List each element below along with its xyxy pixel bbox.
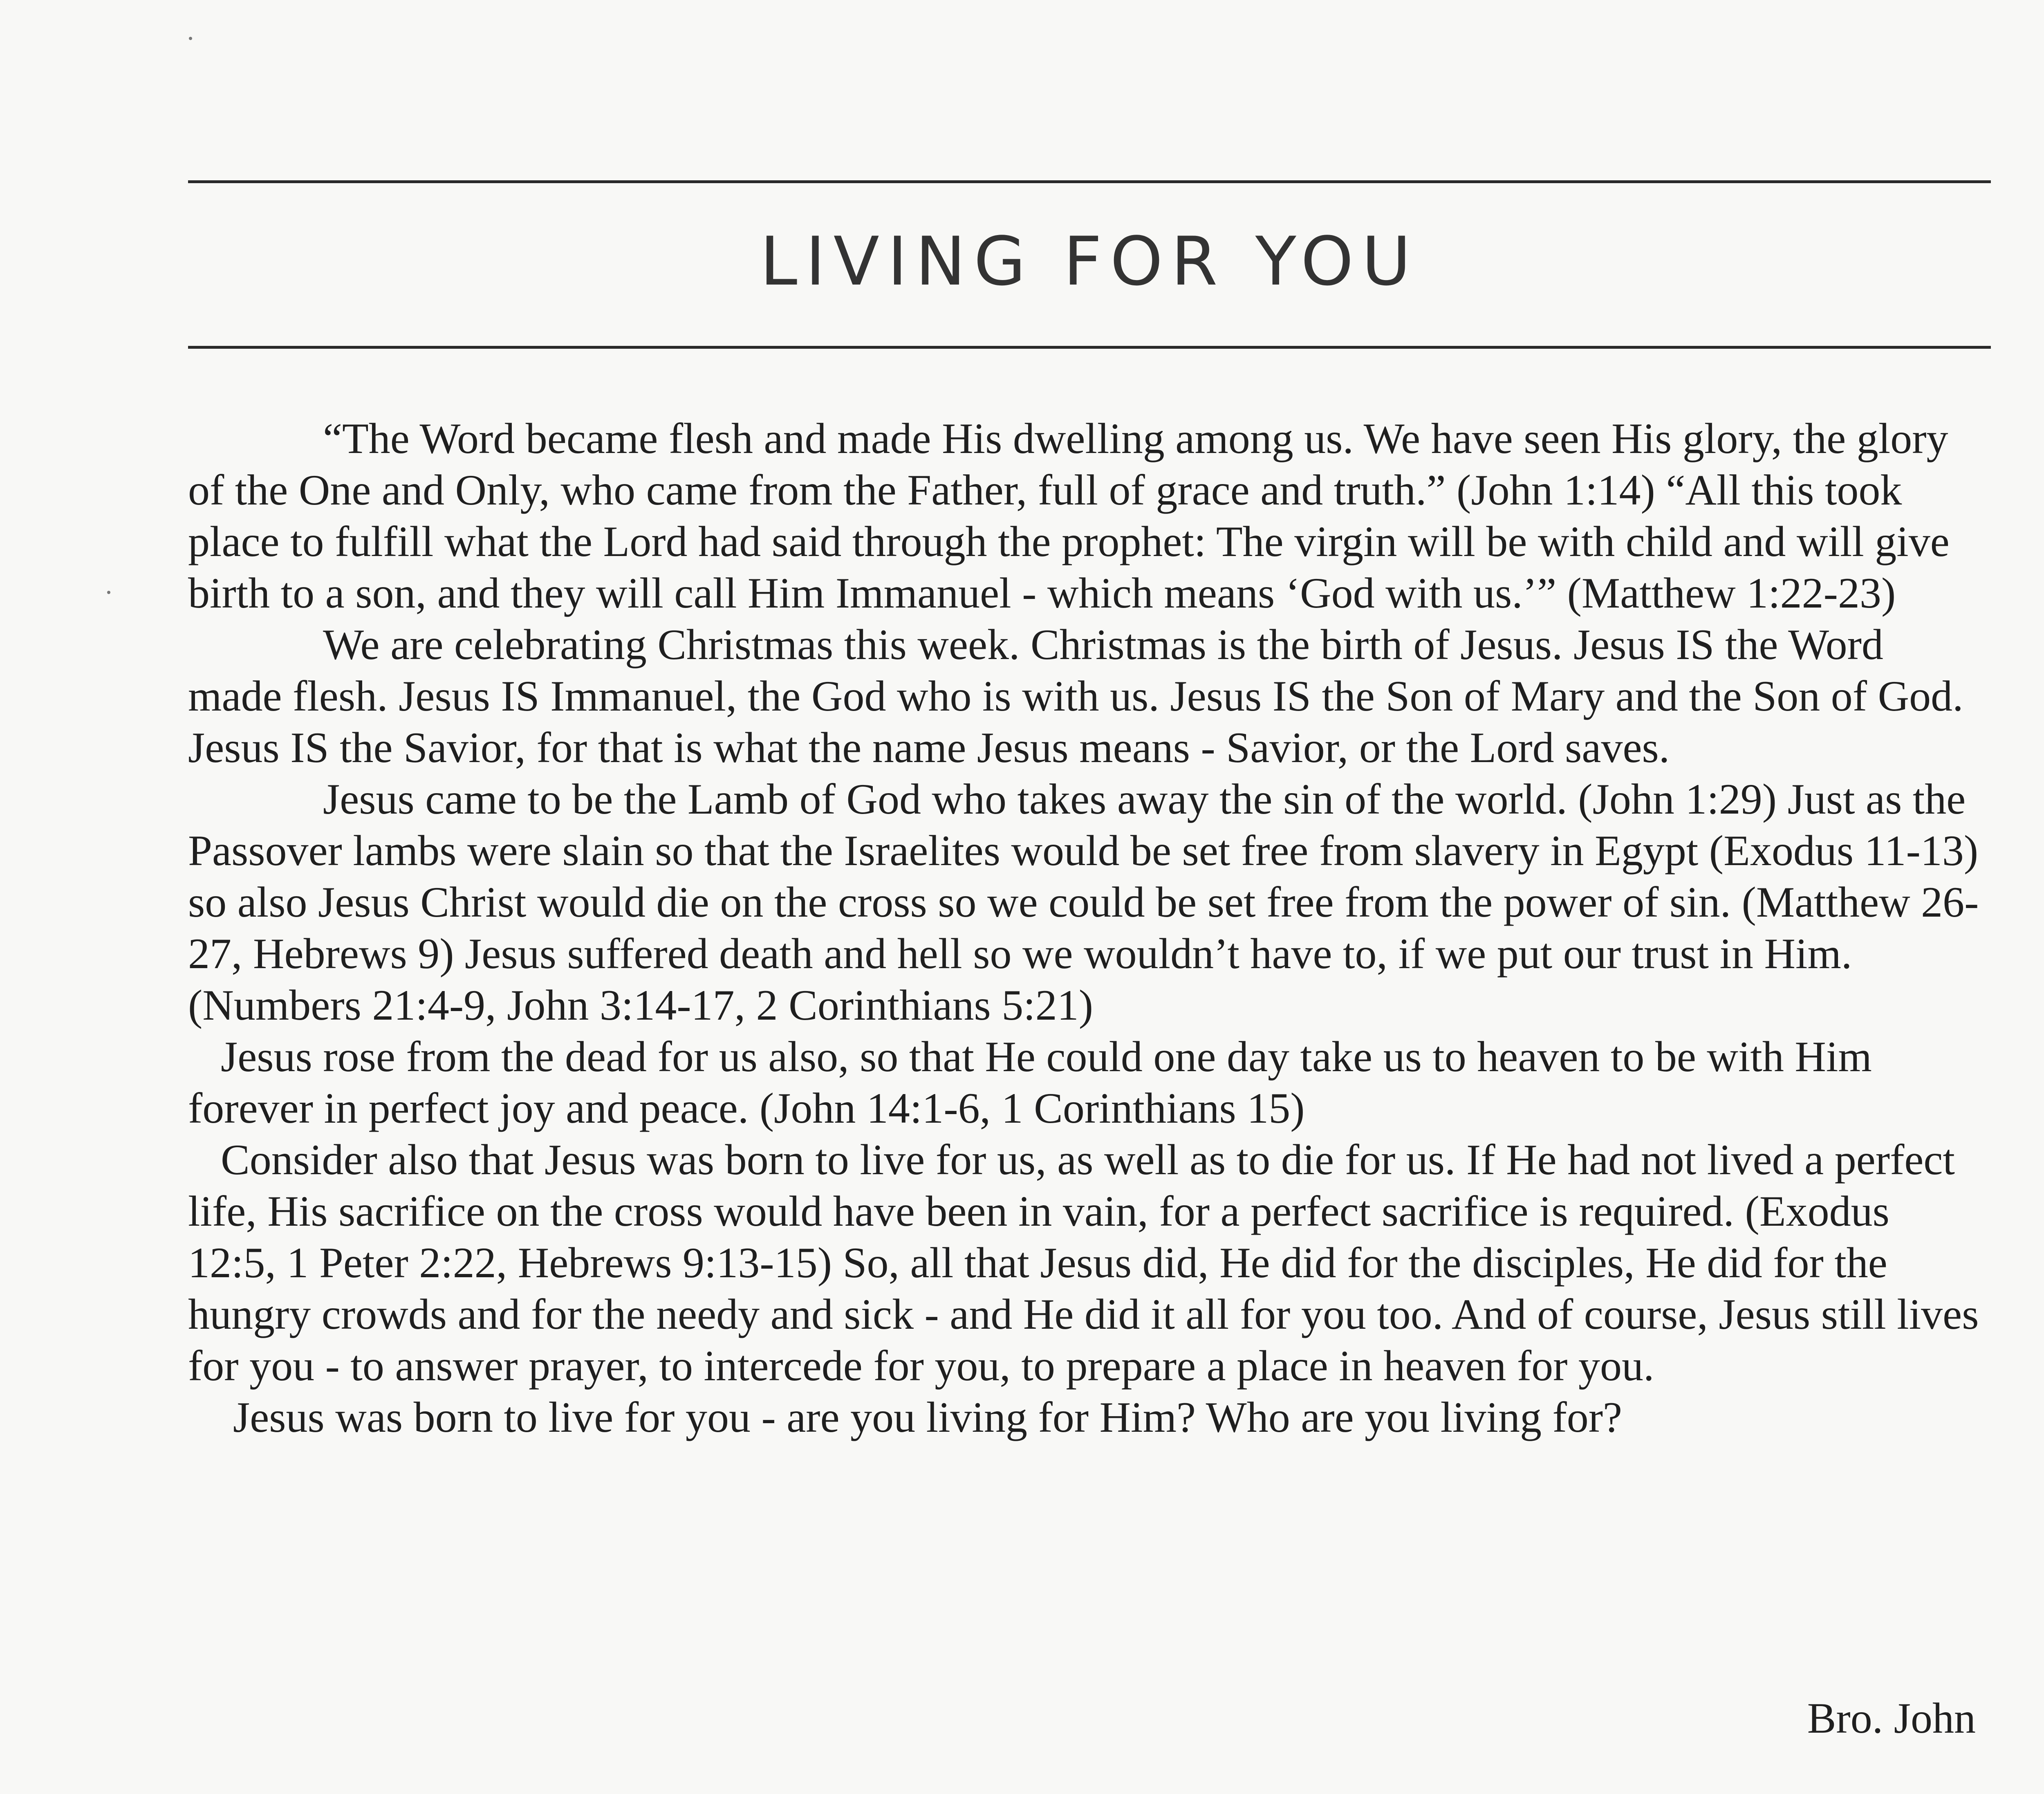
paragraph-closing-question: Jesus was born to live for you - are you living for Him? Who are you living for?: [233, 1393, 1623, 1441]
paragraph-scripture: “The Word became flesh and made His dwelling among us. We have seen His glory, the glory of the One and Only, who came from the Father, full of grace and truth.” (John 1:14) “All this took place to fulfill what the Lord had said through the prophet: The virgin will be with child and will give birth to a son, and they will call Him Immanuel - which means ‘God with us.’” (Matthew 1:22-23): [188, 415, 1950, 617]
scan-speck: [107, 591, 110, 594]
article-body: [188, 413, 1987, 1443]
scan-speck: [189, 37, 192, 40]
paragraph-consider: Consider also that Jesus was born to live for us, as well as to die for us. If He had not lived a perfect life, His sacrifice on the cross would have been in vain, for a perfect sacrifice is required. (Exodus 12:5, 1 Peter 2:22, Hebrews 9:13-15) So, all that Jesus did, He did for the disciples, He did for the hungry crowds and for the needy and sick - and He did it all for you too. And of course, Jesus still lives for you - to answer prayer, to intercede for you, to prepare a place in heaven for you.: [188, 1136, 1979, 1390]
title-top-rule: [188, 180, 1991, 183]
paragraph-lamb-of-god: Jesus came to be the Lamb of God who takes away the sin of the world. (John 1:29) Just as the Passover lambs were slain so that the Israelites would be set free from slavery in Egypt (Exodus 11-13) so also Jesus Christ would die on the cross so we could be set free from the power of sin. (Matthew 26-27, Hebrews 9) Jesus suffered death and hell so we wouldn’t have to, if we put our trust in Him. (Numbers 21:4-9, John 3:14-17, 2 Corinthians 5:21): [188, 775, 1979, 1029]
title-bottom-rule: [188, 346, 1991, 349]
page-title: LIVING FOR YOU: [760, 222, 1419, 300]
paragraph-resurrection: Jesus rose from the dead for us also, so that He could one day take us to heaven to be with Him forever in perfect joy and peace. (John 14:1-6, 1 Corinthians 15): [188, 1033, 1872, 1132]
paragraph-christmas: We are celebrating Christmas this week. Christmas is the birth of Jesus. Jesus IS the Word made flesh. Jesus IS Immanuel, the God who is with us. Jesus IS the Son of Mary and the Son of God. Jesus IS the Savior, for that is what the name Jesus means - Savior, or the Lord saves.: [188, 621, 1963, 771]
signature: Bro. John: [1807, 1694, 1976, 1742]
